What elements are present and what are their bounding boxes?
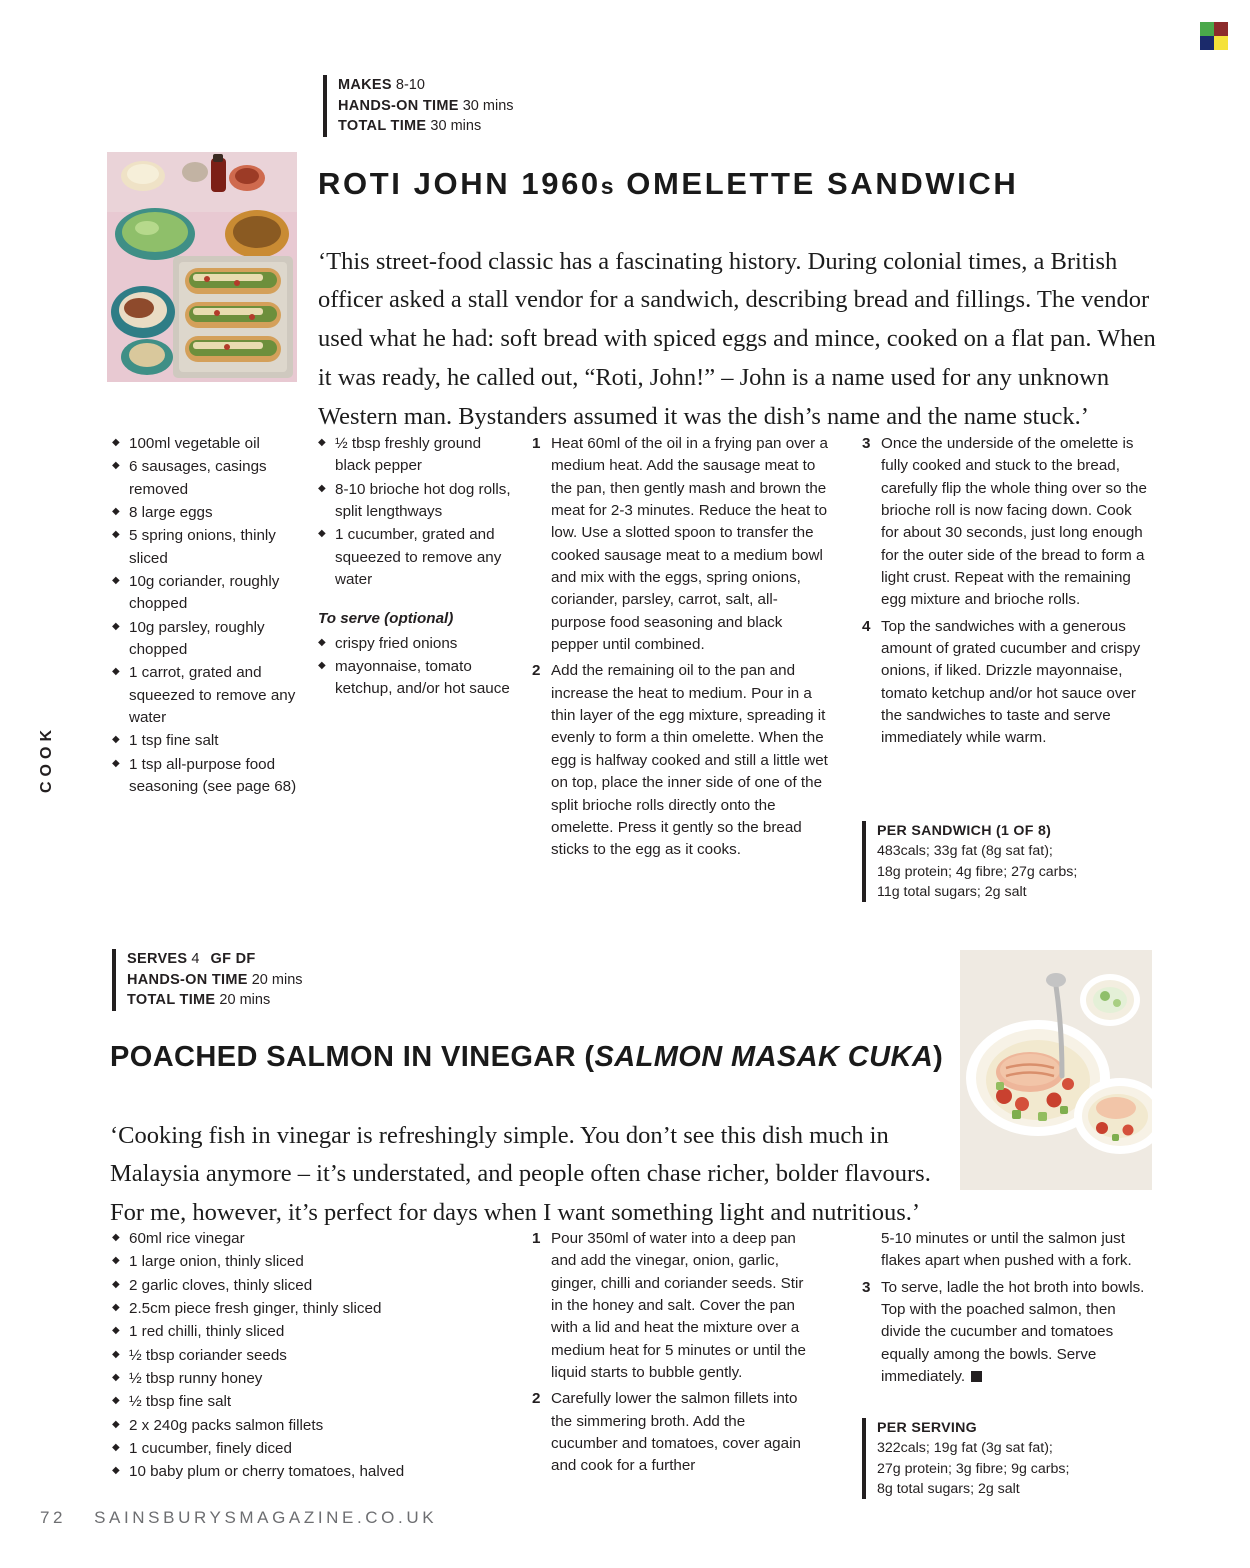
section-tab-cook: COOK xyxy=(38,725,55,793)
step-number xyxy=(862,1228,881,1273)
step-number: 2 xyxy=(532,662,541,680)
recipe1-handson-row xyxy=(338,96,514,117)
step-text-body: To serve, ladle the hot broth into bowls. Top with the poached salmon, then divide the cucumber and tomatoes equally among the bowls. Serve immediately. xyxy=(881,1278,1145,1386)
step-number: 3 xyxy=(862,435,871,452)
recipe1-ingredient-list-2 xyxy=(318,433,516,591)
recipe2-serves-value: 4 xyxy=(191,951,200,967)
recipe2-method-column-1 xyxy=(532,1228,812,1482)
recipe1-to-serve-list xyxy=(318,633,516,701)
page-number: 72 xyxy=(40,1508,67,1527)
ingredient-item: ◆ 10 baby plum or cherry tomatoes, halved xyxy=(112,1461,442,1483)
recipe1-makes-value: 8-10 xyxy=(395,77,425,93)
recipe1-intro-text: ‘This street-food classic has a fascinating history. During colonial times, a British officer asked a stall vendor for a sandwich, describing bread and fillings. The vendor used what he had: soft bread with spiced eggs and mince, cooked on a flat pan. When it was ready, he called out, “Roti, John!” – John is a name used for any unknown Western man. Bystanders assumed it was the dish’s name and the name stuck.’ xyxy=(318,247,1156,431)
ingredient-item: ◆ ½ tbsp freshly ground black pepper xyxy=(318,433,516,478)
ingredient-item: ◆ 8-10 brioche hot dog rolls, split lengthways xyxy=(318,479,516,524)
recipe1-total-label: TOTAL TIME xyxy=(338,118,427,135)
method-step xyxy=(532,1388,812,1477)
recipe1-makes-label: MAKES xyxy=(338,77,392,93)
recipe2-photo xyxy=(960,950,1152,1190)
ingredient-item: ◆ 1 cucumber, grated and squeezed to remove any water xyxy=(318,524,516,591)
recipe2-handson-row xyxy=(127,970,303,991)
colour-swatch-red xyxy=(1214,22,1228,36)
ingredient-item: ◆ mayonnaise, tomato ketchup, and/or hot sauce xyxy=(318,656,516,701)
ingredient-item: ◆ 1 cucumber, finely diced xyxy=(112,1438,442,1460)
recipe2-handson-label: HANDS-ON TIME xyxy=(127,971,248,988)
step-number: 1 xyxy=(532,435,541,452)
recipe2-ingredients-column xyxy=(112,1228,442,1485)
ingredient-item: ◆ 1 carrot, grated and squeezed to remove any water xyxy=(112,662,310,729)
nutrition-line: 8g total sugars; 2g salt xyxy=(877,1480,1020,1497)
step-number: 2 xyxy=(532,1390,541,1408)
method-step xyxy=(862,616,1150,750)
recipe2-title-part-a: POACHED SALMON IN VINEGAR ( xyxy=(110,1041,595,1073)
roti-john-photo-illustration xyxy=(107,152,297,382)
ingredient-item: ◆ ½ tbsp coriander seeds xyxy=(112,1345,442,1367)
ingredient-item: ◆ 2.5cm piece fresh ginger, thinly sliced xyxy=(112,1298,442,1320)
recipe1-title xyxy=(318,168,1018,201)
nutrition-line: 483cals; 33g fat (8g sat fat); xyxy=(877,843,1053,860)
recipe1-handson-value: 30 mins xyxy=(462,97,514,114)
ingredient-item: ◆ 2 garlic cloves, thinly sliced xyxy=(112,1275,442,1297)
step-text: Once the underside of the omelette is fully cooked and stuck to the bread, carefully flip the whole thing over so the brioche roll is now facing down. Cook for about 30 seconds, just long enough for the outer side of the bread to form a light crust. Repeat with the remaining egg mixture and brioche rolls. xyxy=(881,435,1147,609)
colour-swatch-green xyxy=(1200,22,1214,36)
ingredient-item: ◆ ½ tbsp fine salt xyxy=(112,1391,442,1413)
recipe2-serves-label: SERVES xyxy=(127,951,188,967)
ingredient-item: ◆ crispy fried onions xyxy=(318,633,516,655)
step-text: 5-10 minutes or until the salmon just flakes apart when pushed with a fork. xyxy=(881,1230,1132,1270)
end-of-article-mark xyxy=(971,1371,982,1382)
recipe1-handson-label: HANDS-ON TIME xyxy=(338,97,459,114)
nutrition-line: 322cals; 19g fat (3g sat fat); xyxy=(877,1440,1053,1457)
ingredient-item: ◆ 1 tsp all-purpose food seasoning (see page 68) xyxy=(112,754,310,799)
recipe2-total-row xyxy=(127,990,303,1011)
method-step xyxy=(532,660,828,861)
ingredient-item: ◆ 10g parsley, roughly chopped xyxy=(112,617,310,662)
ingredient-item: ◆ 100ml vegetable oil xyxy=(112,433,310,455)
recipe2-serves-row xyxy=(127,949,303,970)
recipe2-diet-tags: GF DF xyxy=(210,951,256,967)
step-text xyxy=(881,1277,1150,1389)
step-number: 1 xyxy=(532,1230,541,1247)
recipe2-title-part-b: ) xyxy=(933,1041,944,1073)
recipe1-total-row xyxy=(338,116,514,137)
step-text: Pour 350ml of water into a deep pan and add the vinegar, onion, garlic, ginger, chilli and coriander seeds. Stir in the honey and salt. Cover the pan with a lid and heat the mixture over a medium heat for 5 minutes or until the liquid starts to bubble gently. xyxy=(551,1230,806,1382)
magazine-website: SAINSBURYSMAGAZINE.CO.UK xyxy=(94,1508,438,1527)
method-step xyxy=(862,1277,1150,1389)
recipe1-method-column-2 xyxy=(862,433,1150,754)
nutrition-line: 18g protein; 4g fibre; 27g carbs; xyxy=(877,863,1078,880)
colour-swatch-blue xyxy=(1200,36,1214,50)
step-text: Carefully lower the salmon fillets into the simmering broth. Add the cucumber and tomatoes, cover again and cook for a further xyxy=(551,1390,801,1475)
ingredient-item: ◆ 10g coriander, roughly chopped xyxy=(112,571,310,616)
ingredient-item: ◆ 1 large onion, thinly sliced xyxy=(112,1251,442,1273)
step-text: Heat 60ml of the oil in a frying pan over a medium heat. Add the sausage meat to the pan, then gently mash and brown the meat for 2-3 minutes. Reduce the heat to low. Use a slotted spoon to transfer the cooked sausage meat to a medium bowl and mix with the eggs, spring onions, coriander, parsley, carrot, salt, all-purpose food seasoning and black pepper until combined. xyxy=(551,435,828,654)
method-step xyxy=(862,433,1150,612)
method-step xyxy=(532,1228,812,1384)
colour-swatch-yellow xyxy=(1214,36,1228,50)
step-text: Top the sandwiches with a generous amount of grated cucumber and crispy onions, if liked. Drizzle mayonnaise, tomato ketchup and/or hot sauce over the sandwiches to taste and serve immediately while warm. xyxy=(881,617,1141,747)
recipe2-intro-text: ‘Cooking fish in vinegar is refreshingly simple. You don’t see this dish much in Malaysia anymore – it’s understated, and people often chase richer, bolder flavours. For me, however, it’s perfect for days when I want something light and nutritious.’ xyxy=(110,1121,931,1227)
nutrition-line: 11g total sugars; 2g salt xyxy=(877,883,1027,900)
recipe1-total-value: 30 mins xyxy=(430,118,482,135)
recipe2-title xyxy=(110,1042,943,1072)
ingredient-item: ◆ 8 large eggs xyxy=(112,502,310,524)
ingredient-item: ◆ 6 sausages, casings removed xyxy=(112,456,310,501)
ingredient-item: ◆ ½ tbsp runny honey xyxy=(112,1368,442,1390)
recipe2-total-label: TOTAL TIME xyxy=(127,992,216,1009)
recipe2-handson-value: 20 mins xyxy=(251,971,303,988)
recipe2-method-column-2 xyxy=(862,1228,1150,1392)
step-number: 3 xyxy=(862,1278,871,1296)
recipe1-ingredient-list-1 xyxy=(112,433,310,799)
recipe2-ingredient-list xyxy=(112,1228,442,1484)
poached-salmon-photo-illustration xyxy=(960,950,1152,1190)
recipe1-ingredients-column-1 xyxy=(112,433,310,800)
page-footer xyxy=(40,1508,437,1528)
method-step-continuation xyxy=(862,1228,1150,1273)
recipe2-nutrition-block xyxy=(862,1418,1069,1499)
recipe1-title-part-small: s xyxy=(600,173,616,199)
recipe1-makes-row xyxy=(338,75,514,96)
ingredient-item: ◆ 60ml rice vinegar xyxy=(112,1228,442,1250)
nutrition-heading: PER SERVING xyxy=(877,1420,978,1436)
recipe1-ingredients-column-2 xyxy=(318,433,516,702)
recipe2-title-malay-name: SALMON MASAK CUKA xyxy=(594,1041,934,1073)
step-number: 4 xyxy=(862,617,871,635)
ingredient-item: ◆ 2 x 240g packs salmon fillets xyxy=(112,1415,442,1437)
recipe1-title-part-a: ROTI JOHN 1960 xyxy=(318,166,601,201)
registration-colour-marks xyxy=(1200,22,1228,50)
nutrition-heading: PER SANDWICH (1 OF 8) xyxy=(877,823,1052,839)
recipe2-total-value: 20 mins xyxy=(219,992,271,1009)
nutrition-line: 27g protein; 3g fibre; 9g carbs; xyxy=(877,1460,1070,1477)
ingredient-item: ◆ 1 red chilli, thinly sliced xyxy=(112,1321,442,1343)
ingredient-item: ◆ 5 spring onions, thinly sliced xyxy=(112,525,310,570)
ingredient-item: ◆ 1 tsp fine salt xyxy=(112,730,310,752)
recipe1-method-column-1 xyxy=(532,433,828,866)
recipe1-meta-block xyxy=(323,75,514,137)
step-text: Add the remaining oil to the pan and increase the heat to medium. Pour in a thin layer of the egg mixture, spreading it evenly to form a thin omelette. When the egg is halfway cooked and still a little wet on top, place the inner side of one of the split brioche rolls directly onto the omelette. Press it gently so the bread sticks to the egg as it cooks. xyxy=(551,662,828,859)
recipe1-nutrition-block xyxy=(862,821,1077,902)
recipe1-title-part-b: OMELETTE SANDWICH xyxy=(615,166,1019,201)
to-serve-heading: To serve (optional) xyxy=(318,610,454,628)
recipe1-photo xyxy=(107,152,297,382)
recipe2-meta-block xyxy=(112,949,303,1011)
method-step xyxy=(532,433,828,656)
